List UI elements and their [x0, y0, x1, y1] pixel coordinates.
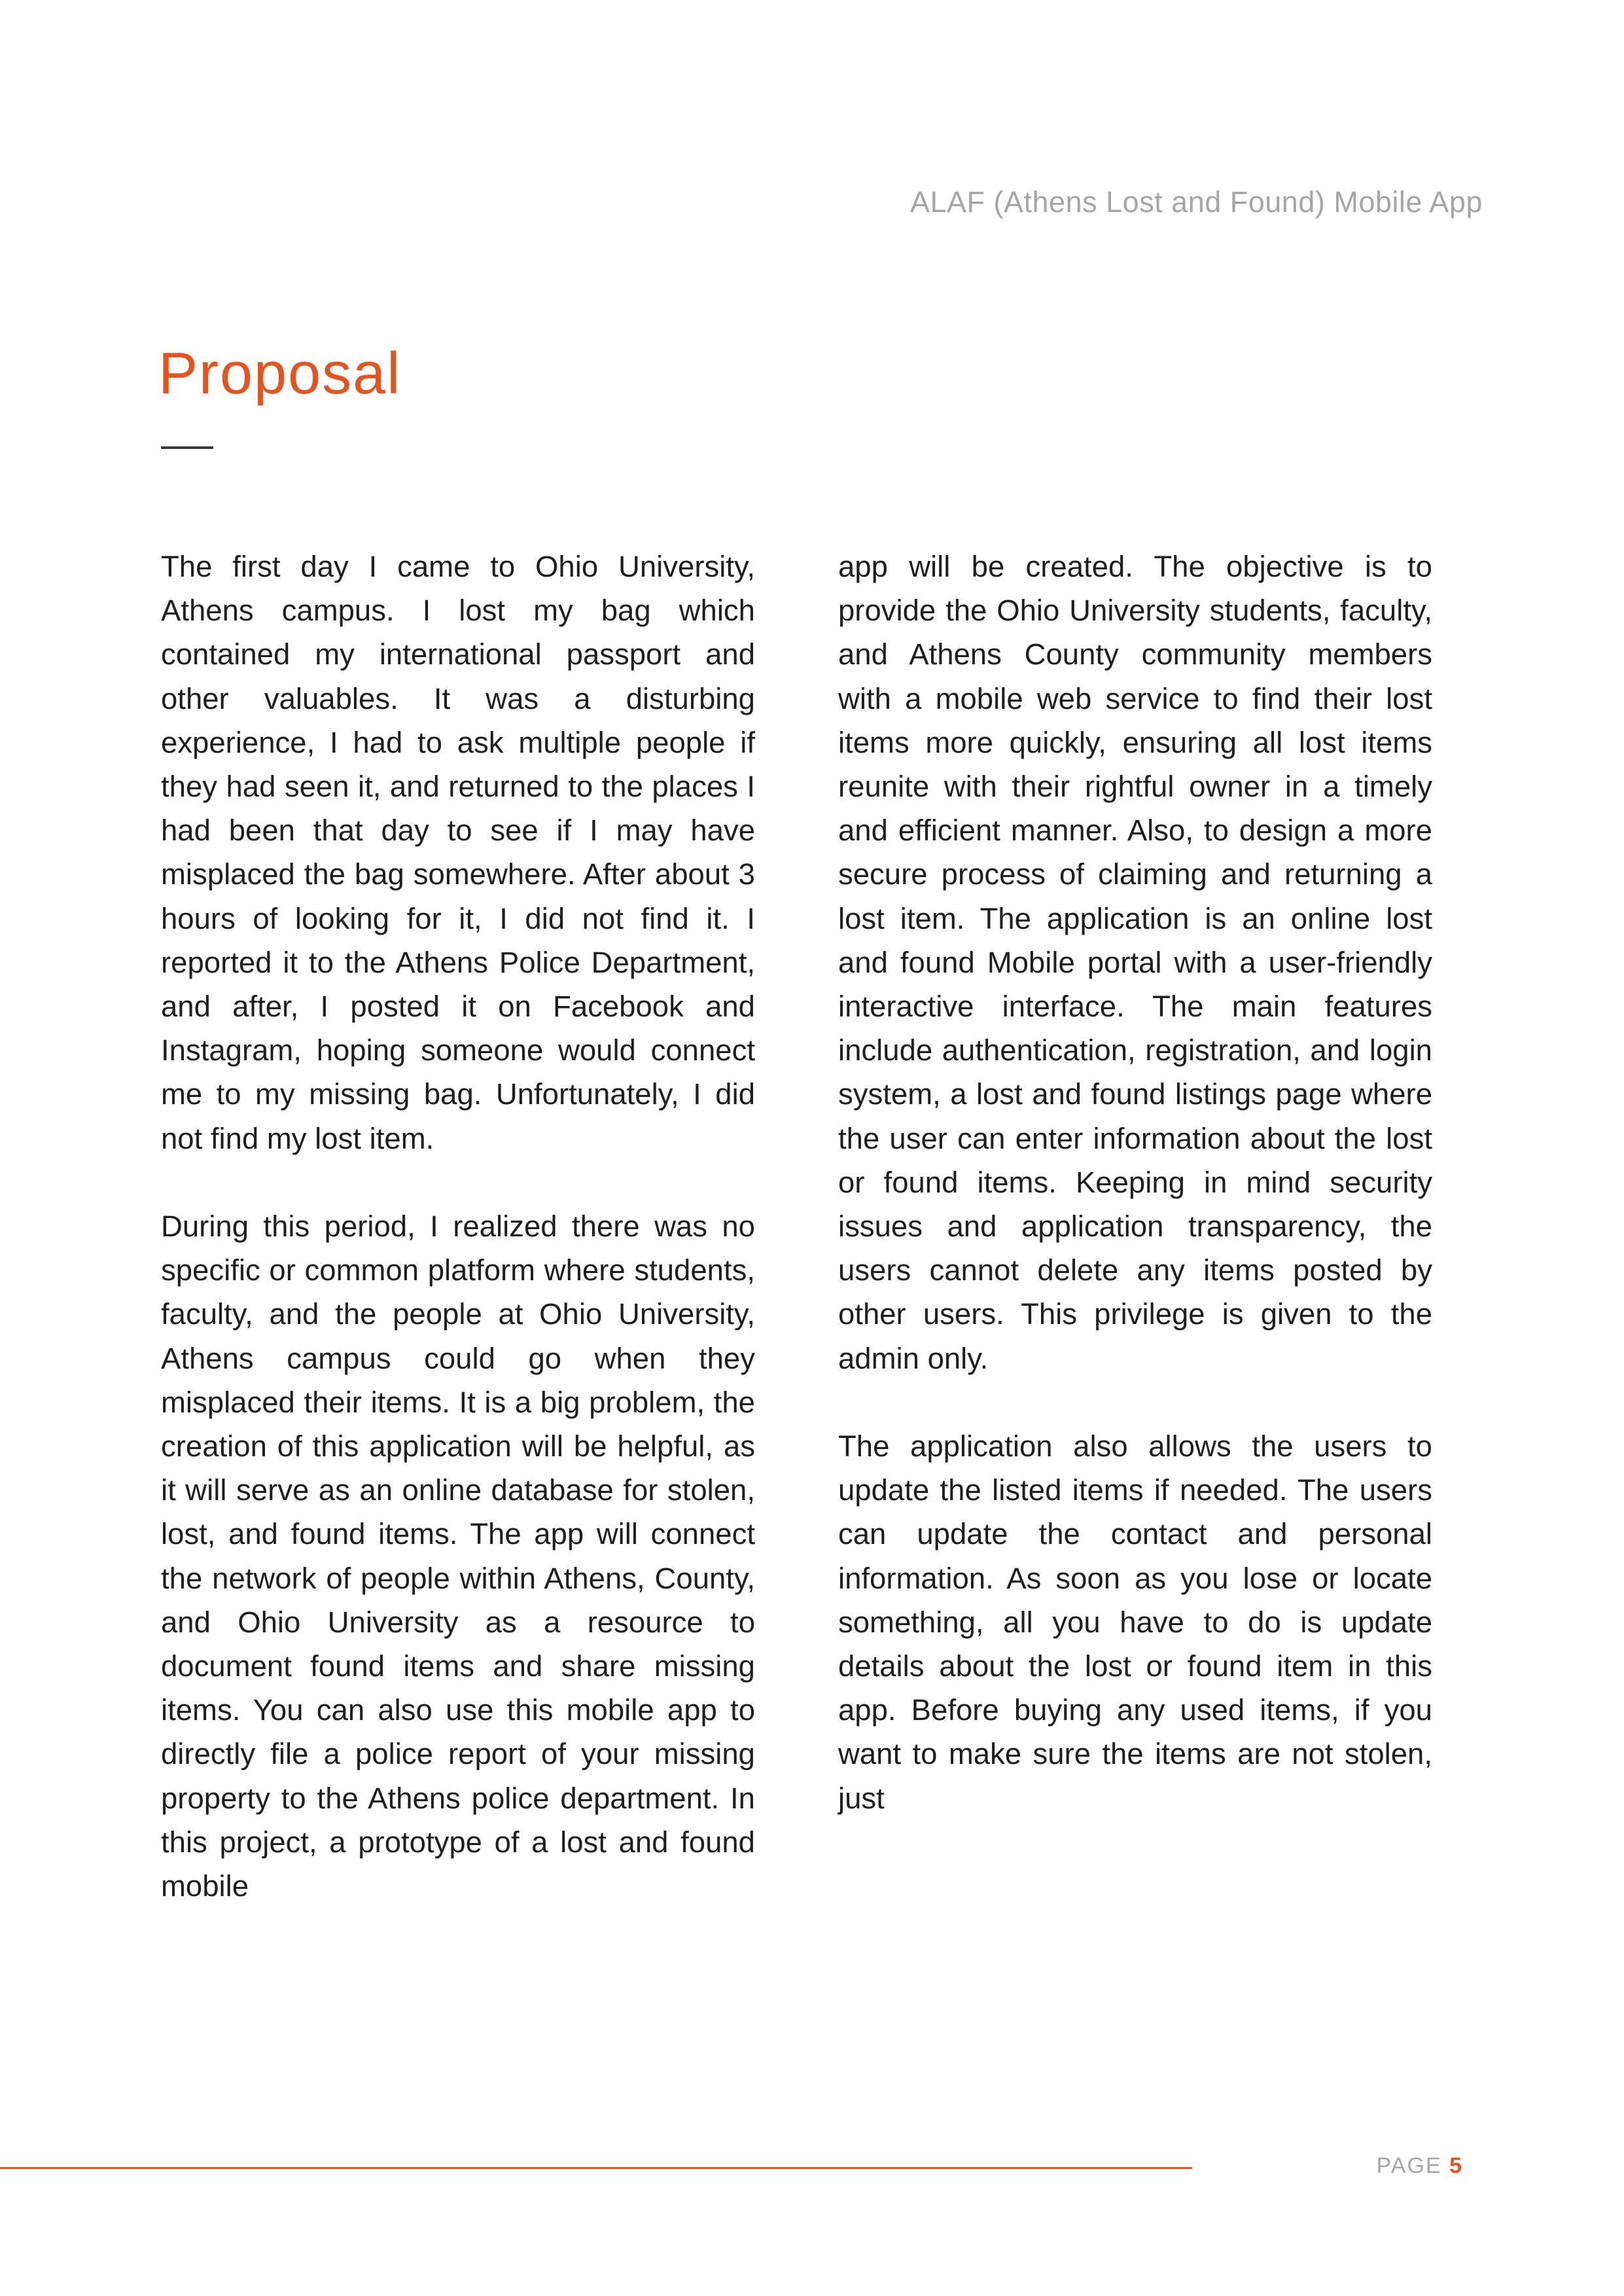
- right-column: [838, 545, 1432, 1820]
- section-title: Proposal: [158, 341, 402, 406]
- page-number-value: 5: [1449, 2153, 1463, 2178]
- body-paragraph: The first day I came to Ohio University, Athens campus. I lost my bag which contained my international passport and other valuables. It was a disturbing experience, I had to ask multiple people if they had seen it, and returned to the places I had been that day to see if I may have misplaced the bag somewhere. After about 3 hours of looking for it, I did not find it. I reported it to the Athens Police Department, and after, I posted it on Facebook and Instagram, hoping someone would connect me to my missing bag. Unfortunately, I did not find my lost item.: [161, 550, 755, 1155]
- footer-rule: [0, 2167, 1192, 2169]
- body-paragraph: The application also allows the users to update the listed items if needed. The users can update the contact and personal information. As soon as you lose or locate something, all you have to do is update details about the lost or found item in this app. Before buying any used items, if you want to make sure the items are not stolen, just: [838, 1429, 1432, 1815]
- body-paragraph: app will be created. The objective is to provide the Ohio University students, faculty, and Athens County community members with a mobile web service to find their lost items more quickly, ensuring all lost items reunite with their rightful owner in a timely and efficient manner. Also, to design a more secure process of claiming and returning a lost item. The application is an online lost and found Mobile portal with a user-friendly interactive interface. The main features include authentication, registration, and login system, a lost and found listings page where the user can enter information about the lost or found items. Keeping in mind security issues and application transparency, the users cannot delete any items posted by other users. This privilege is given to the admin only.: [838, 550, 1432, 1375]
- body-paragraph: During this period, I realized there was no specific or common platform where students, faculty, and the people at Ohio University, Athens campus could go when they misplaced their items. It is a big problem, the creation of this application will be helpful, as it will serve as an online database for stolen, lost, and found items. The app will connect the network of people within Athens, County, and Ohio University as a resource to document found items and share missing items. You can also use this mobile app to directly file a police report of your missing property to the Athens police department. In this project, a prototype of a lost and found mobile: [161, 1210, 755, 1903]
- running-header: ALAF (Athens Lost and Found) Mobile App: [909, 185, 1483, 219]
- left-column: [161, 545, 755, 1908]
- title-underline: [161, 446, 213, 449]
- page-label: PAGE: [1376, 2153, 1442, 2178]
- page-number: [1377, 2153, 1463, 2179]
